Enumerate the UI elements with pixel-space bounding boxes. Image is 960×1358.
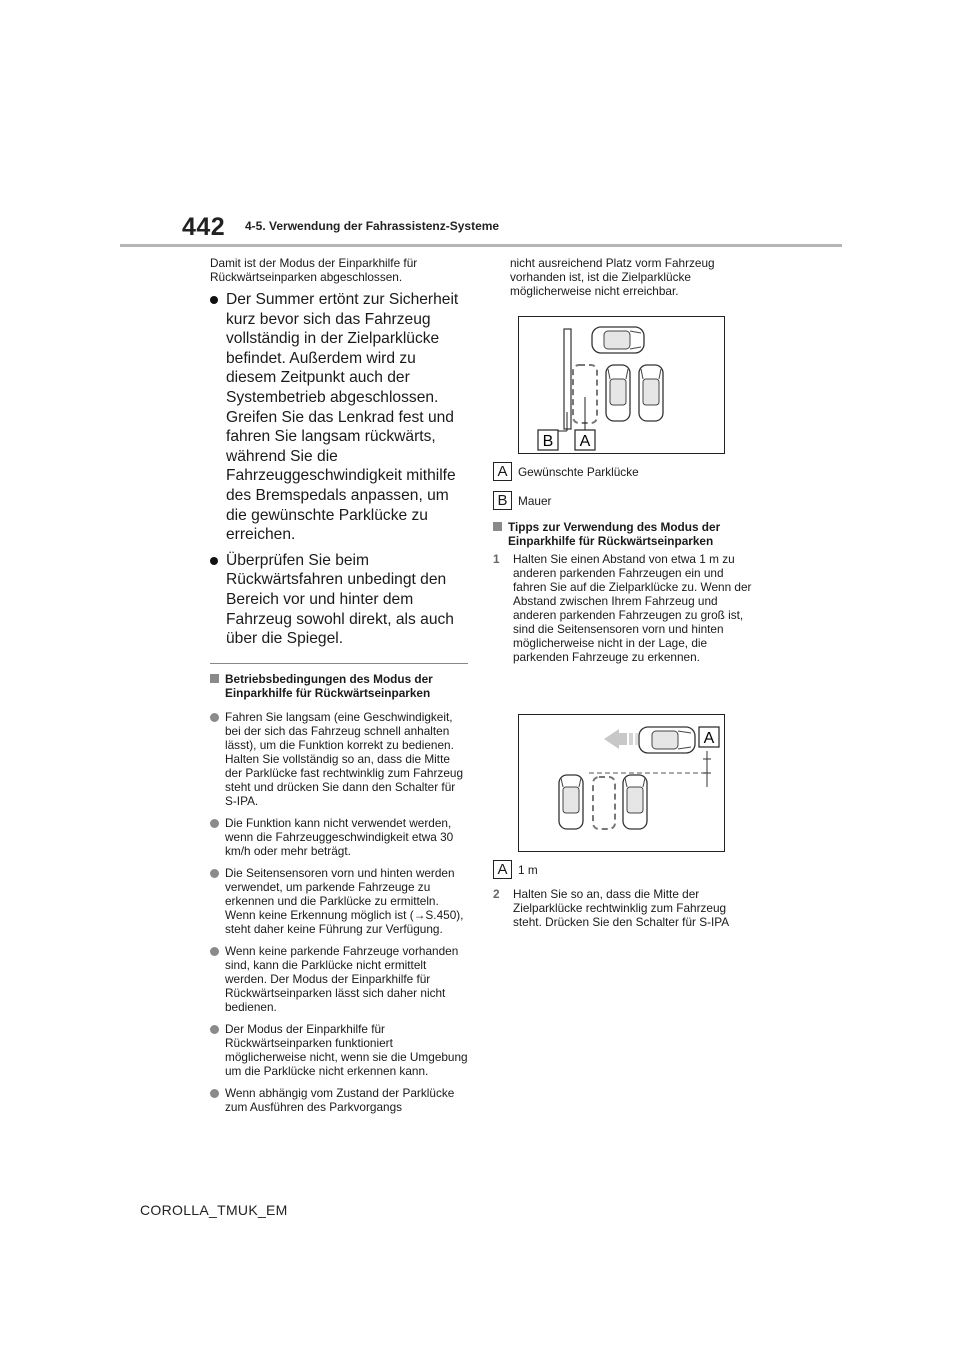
target-space	[593, 777, 615, 829]
big-bullet-1	[210, 290, 468, 545]
step-number: 1	[493, 552, 500, 566]
condition-text: Die Seitensensoren vorn und hinten werden verwendet, um parkende Fahrzeuge zu erkennen und die Parklücke zu ermitteln. Wenn keine Erkennung möglich ist (→S.450), steht daher keine Führung zur Verfügung.	[225, 865, 464, 936]
big-bullet-2	[210, 551, 468, 649]
bullet-icon	[210, 557, 218, 565]
legend-item	[493, 462, 755, 481]
bullet-icon	[210, 1025, 219, 1034]
bullet-icon	[210, 1089, 219, 1098]
condition-text: Der Modus der Einparkhilfe für Rückwärtseinparken funktioniert möglicherweise nicht, wenn sie die Umgebung um die Parklücke nicht erkennen kann.	[225, 1021, 468, 1078]
conditions-heading-text: Betriebsbedingungen des Modus der Einparkhilfe für Rückwärtseinparken	[225, 671, 433, 700]
condition-item	[210, 866, 468, 936]
condition-text: Fahren Sie langsam (eine Geschwindigkeit, bei der sich das Fahrzeug schnell anhalten lässt), um die Funktion korrekt zu bedienen. Halten Sie vollständig so an, dass die Mitte der Parklücke fast rechtwinklig zum Fahrzeug steht und drücken Sie dann den Schalter für S-IPA.	[225, 709, 463, 808]
square-bullet-icon	[210, 674, 219, 683]
legend-text: Mauer	[518, 493, 552, 508]
step-number: 2	[493, 887, 500, 901]
distance-illustration	[519, 715, 724, 851]
left-column	[210, 256, 468, 1114]
step-text: Halten Sie so an, dass die Mitte der Zielparklücke rechtwinklig zum Fahrzeug steht. Drücken Sie den Schalter für S-IPA	[513, 887, 730, 929]
header-rule	[120, 244, 842, 247]
condition-item	[210, 816, 468, 858]
parking-wall-illustration	[519, 317, 724, 453]
bullet-icon	[210, 713, 219, 722]
condition-item	[210, 944, 468, 1014]
big-bullet-text: Der Summer ertönt zur Sicherheit kurz bevor sich das Fahrzeug vollständig in der Zielparklücke befindet. Außerdem wird zu diesem Zeitpunkt auch der Systembetrieb abgeschlossen. Greifen Sie das Lenkrad fest und fahren Sie langsam rückwärts, während Sie die Fahrzeuggeschwindigkeit mithilfe des Bremspedals anpassen, um die gewünschte Parklücke zu erreichen.	[226, 291, 459, 544]
car-horizontal-icon	[592, 327, 644, 353]
section-title: 4-5. Verwendung der Fahrassistenz-Systeme	[245, 219, 500, 233]
condition-item	[210, 710, 468, 808]
figure-distance	[518, 714, 725, 852]
square-bullet-icon	[493, 522, 502, 531]
page-number: 442	[182, 213, 226, 241]
step-1	[493, 552, 755, 664]
car-vertical-icon	[623, 775, 647, 829]
right-column-mid	[493, 454, 755, 664]
bullet-icon	[210, 819, 219, 828]
car-horizontal-icon	[639, 727, 695, 753]
legend-text: 1 m	[518, 862, 538, 877]
intro-text: Damit ist der Modus der Einparkhilfe für Rückwärtseinparken abgeschlossen.	[210, 256, 418, 284]
divider	[210, 663, 468, 664]
figure-label-a: A	[579, 433, 591, 450]
condition-item	[210, 1022, 468, 1078]
step-text: Halten Sie einen Abstand von etwa 1 m zu anderen parkenden Fahrzeugen ein und fahren Sie auf die Zielparklücke zu. Wenn der Abstand zwischen Ihrem Fahrzeug und anderen parkenden Fahrzeugen zu groß ist, sind die Seitensensoren vorn und hinten möglicherweise nicht in der Lage, die parkenden Fahrzeuge zu erkennen.	[513, 552, 752, 664]
direction-arrow-icon	[604, 729, 638, 749]
legend-key: A	[493, 462, 512, 481]
figure-label-a: A	[703, 730, 715, 747]
car-vertical-icon	[559, 775, 583, 829]
legend-item	[493, 860, 755, 879]
big-bullet-text: Überprüfen Sie beim Rückwärtsfahren unbedingt den Bereich vor und hinter dem Fahrzeug sowohl direkt, als auch über die Spiegel.	[226, 551, 454, 648]
condition-text: Die Funktion kann nicht verwendet werden, wenn die Fahrzeuggeschwindigkeit etwa 30 km/h oder mehr beträgt.	[225, 815, 454, 858]
condition-item	[210, 1086, 468, 1114]
legend-text: Gewünschte Parklücke	[518, 464, 639, 479]
car-vertical-icon	[606, 365, 630, 421]
conditions-heading	[210, 672, 468, 700]
legend-item	[493, 491, 755, 510]
legend-key: A	[493, 860, 512, 879]
right-column-top	[493, 256, 755, 298]
figure-parking-wall	[518, 316, 725, 454]
tips-heading-text: Tipps zur Verwendung des Modus der Einparkhilfe für Rückwärtseinparken	[508, 520, 721, 548]
step-2	[493, 887, 755, 929]
bullet-icon	[210, 869, 219, 878]
car-vertical-icon	[639, 365, 663, 421]
condition-text: Wenn abhängig vom Zustand der Parklücke zum Ausführen des Parkvorgangs	[225, 1085, 455, 1114]
bullet-icon	[210, 947, 219, 956]
legend-key: B	[493, 491, 512, 510]
right-column-bottom	[493, 852, 755, 929]
model-code: COROLLA_TMUK_EM	[140, 1202, 288, 1218]
continued-text: nicht ausreichend Platz vorm Fahrzeug vorhanden ist, ist die Zielparklücke möglicherweise nicht erreichbar.	[510, 256, 715, 298]
figure-label-b: B	[542, 433, 554, 450]
tips-heading	[493, 520, 755, 548]
bullet-icon	[210, 296, 218, 304]
condition-text: Wenn keine parkende Fahrzeuge vorhanden sind, kann die Parklücke nicht ermittelt werden. Der Modus der Einparkhilfe für Rückwärtseinparken lässt sich daher nicht bedienen.	[225, 943, 459, 1014]
